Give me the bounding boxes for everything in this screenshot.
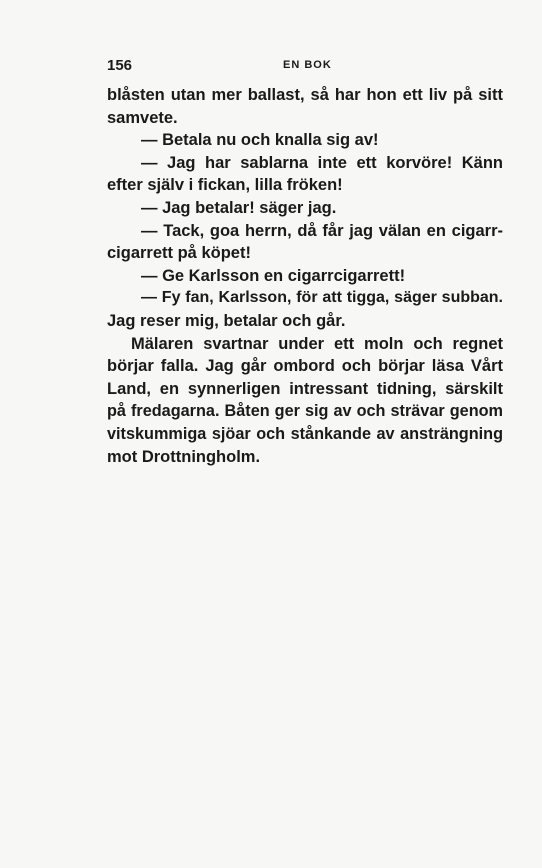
- text-line: blåsten utan mer ballast, så har hon ett liv på sitt: [107, 86, 503, 104]
- text-line: efter själv i fickan, lilla fröken!: [107, 176, 343, 195]
- text-line: Jag reser mig, betalar och går.: [107, 311, 346, 330]
- text-line: — Fy fan, Karlsson, för att tigga, säger subban.: [141, 289, 503, 307]
- text-line: Mälaren svartnar under ett moln och regnet: [131, 334, 503, 353]
- text-line: Land, en synnerligen intressant tidning, särskilt: [107, 379, 503, 398]
- text-line: på fredagarna. Båten ger sig av och strävar genom: [107, 402, 503, 421]
- body-text: [107, 84, 503, 468]
- text-line: samvete.: [107, 108, 178, 127]
- page-header: [107, 57, 503, 77]
- text-line: — Ge Karlsson en cigarrcigarrett!: [141, 266, 406, 285]
- text-line: — Betala nu och knalla sig av!: [141, 131, 379, 150]
- text-line: — Jag har sablarna inte ett korvöre! Känn: [141, 153, 503, 172]
- running-title: EN BOK: [283, 59, 332, 71]
- text-line: cigarrett på köpet!: [107, 244, 251, 263]
- text-line: vitskummiga sjöar och stånkande av ansträngning: [107, 424, 503, 443]
- page-number: 156: [107, 57, 133, 74]
- text-line: börjar falla. Jag går ombord och börjar läsa Vårt: [107, 357, 503, 376]
- text-line: mot Drottningholm.: [107, 447, 261, 466]
- text-line: — Jag betalar! säger jag.: [141, 198, 337, 217]
- text-line: — Tack, goa herrn, då får jag välan en cigarr-: [141, 221, 503, 240]
